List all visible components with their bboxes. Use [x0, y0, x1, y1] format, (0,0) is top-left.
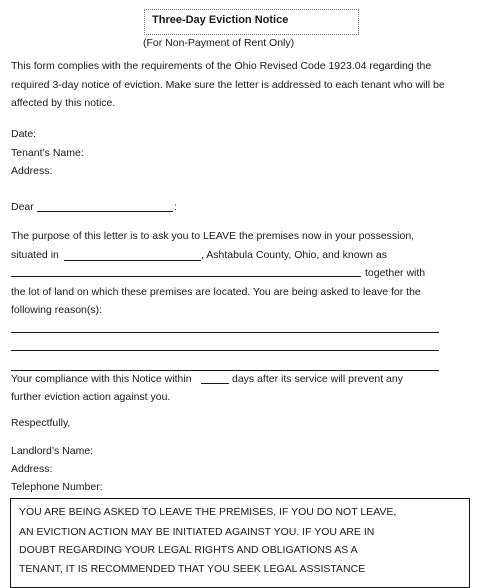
reason-line-2 [11, 350, 439, 351]
intro-line-3: affected by this notice. [11, 97, 116, 109]
date-label: Date: [11, 128, 37, 140]
body-line-3b: together with [365, 267, 426, 279]
body-line-2a: situated in [11, 249, 59, 261]
dear-blank-line [37, 211, 173, 212]
warning-line-2: AN EVICTION ACTION MAY BE INITIATED AGAINST YOU. IF YOU ARE IN [19, 526, 375, 538]
warning-line-3: DOUBT REGARDING YOUR LEGAL RIGHTS AND OBLIGATIONS AS A [19, 544, 358, 556]
compliance-line-2: further eviction action against you. [11, 391, 171, 403]
warning-box [10, 498, 470, 588]
compliance-line-1a: Your compliance with this Notice within [11, 373, 192, 385]
body-line-4: the lot of land on which these premises are located. You are being asked to leave for the [11, 286, 421, 298]
body-line-5: following reason(s): [11, 304, 103, 316]
intro-line-1: This form complies with the requirements of the Ohio Revised Code 1923.04 regarding the [11, 60, 432, 72]
landlord-address-label: Address: [11, 463, 53, 475]
warning-line-1: YOU ARE BEING ASKED TO LEAVE THE PREMISES, IF YOU DO NOT LEAVE, [19, 506, 397, 518]
tenant-name-label: Tenant’s Name: [11, 147, 84, 159]
page-subtitle: (For Non-Payment of Rent Only) [143, 37, 295, 49]
landlord-name-label: Landlord’s Name: [11, 445, 94, 457]
telephone-label: Telephone Number: [11, 481, 103, 493]
dear-colon: : [174, 201, 177, 213]
situated-blank-line [64, 260, 201, 261]
title-box [144, 9, 359, 35]
warning-line-4: TENANT, IT IS RECOMMENDED THAT YOU SEEK LEGAL ASSISTANCE [19, 563, 366, 575]
intro-line-2: required 3-day notice of eviction. Make sure the letter is addressed to each tenant who will be [11, 79, 445, 91]
page-title: Three-Day Eviction Notice [152, 14, 289, 26]
tenant-address-label: Address: [11, 165, 53, 177]
dear-label: Dear [11, 201, 34, 213]
reason-line-3 [11, 370, 439, 371]
reason-line-1 [11, 332, 439, 333]
body-line-1: The purpose of this letter is to ask you to LEAVE the premises now in your possession, [11, 230, 415, 242]
body-line-2b: , Ashtabula County, Ohio, and known as [201, 249, 388, 261]
known-as-blank-line [11, 276, 361, 277]
compliance-line-1b: days after its service will prevent any [232, 373, 403, 385]
respectfully-label: Respectfully, [11, 417, 71, 429]
days-blank-line [201, 383, 229, 384]
